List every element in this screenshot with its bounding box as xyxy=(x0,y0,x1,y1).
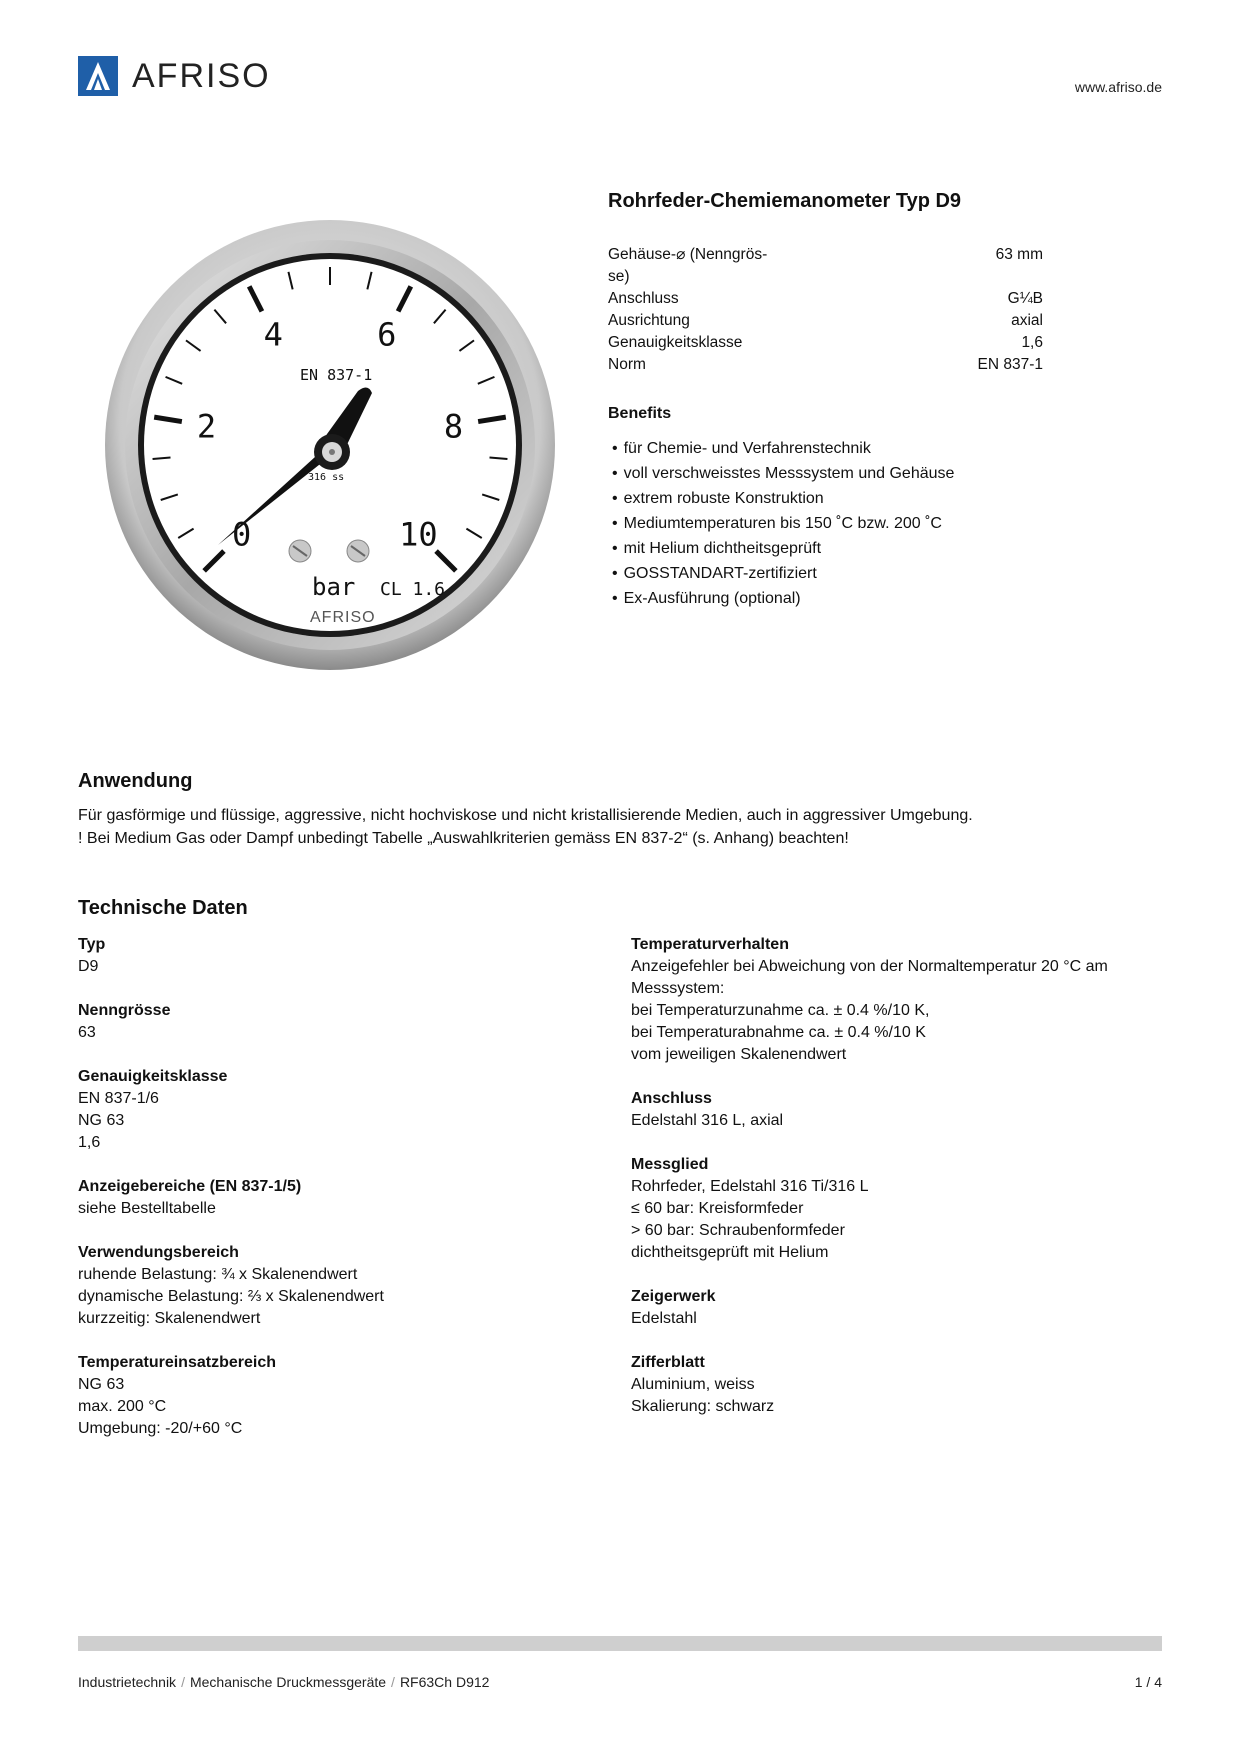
gauge-standard-label: EN 837-1 xyxy=(300,366,373,384)
tech-section-line: siehe Bestelltabelle xyxy=(78,1200,216,1217)
tech-section-line: kurzzeitig: Skalenendwert xyxy=(78,1310,261,1327)
anwendung-line: ! Bei Medium Gas oder Dampf unbedingt Tabelle „Auswahlkriterien gemäss EN 837-2“ (s. Anhang) beachten! xyxy=(78,830,849,847)
tech-section-line: Umgebung: -20/+60 °C xyxy=(78,1420,243,1437)
product-title: Rohrfeder-Chemiemanometer Typ D9 xyxy=(608,190,962,212)
tech-section-heading: Messglied xyxy=(631,1156,709,1173)
gauge-dial-number: 4 xyxy=(263,315,283,354)
gauge-brand-label: AFRISO xyxy=(310,609,376,626)
footer-bar xyxy=(78,1636,1162,1651)
anwendung-text xyxy=(78,804,1158,850)
tech-section-heading: Anzeigebereiche (EN 837-1/5) xyxy=(78,1178,302,1195)
gauge-dial-number: 8 xyxy=(443,407,464,446)
spec-row xyxy=(608,288,1043,310)
tech-section-heading: Typ xyxy=(78,936,106,953)
tech-section-heading: Zifferblatt xyxy=(631,1354,705,1371)
tech-section-line: NG 63 xyxy=(78,1376,125,1393)
breadcrumb-item[interactable]: RF63Ch D912 xyxy=(399,1674,490,1690)
tech-section xyxy=(78,1352,598,1440)
brand-logo xyxy=(78,56,271,96)
anwendung-title: Anwendung xyxy=(78,770,193,792)
tech-section-line: > 60 bar: Schraubenformfeder xyxy=(631,1222,845,1239)
tech-section-line: 1,6 xyxy=(78,1134,101,1151)
tech-section-line: NG 63 xyxy=(78,1112,125,1129)
tech-section-line: Aluminium, weiss xyxy=(631,1376,755,1393)
spec-value: 63 mm xyxy=(995,246,1043,263)
tech-section xyxy=(631,1352,1171,1418)
benefit-item: • voll verschweisstes Messsystem und Gehäuse xyxy=(612,461,954,486)
tech-section-line: Rohrfeder, Edelstahl 316 Ti/316 L xyxy=(631,1178,869,1195)
tech-section-line: bei Temperaturzunahme ca. ± 0.4 %/10 K, xyxy=(631,1002,930,1019)
gauge-class-label: CL 1.6 xyxy=(380,579,446,600)
page-number: 1 / 4 xyxy=(1134,1674,1162,1690)
brand-name: AFRISO xyxy=(132,56,271,95)
tech-section-heading: Nenngrösse xyxy=(78,1002,171,1019)
tech-section xyxy=(631,1286,1171,1330)
spec-value: EN 837-1 xyxy=(977,356,1043,373)
tech-section-line: Edelstahl xyxy=(631,1310,697,1327)
tech-section-line: 63 xyxy=(78,1024,96,1041)
gauge-material-label: 316 ss xyxy=(308,472,345,483)
afriso-logo-icon xyxy=(78,56,118,96)
spec-value: 1,6 xyxy=(1021,334,1043,351)
spec-key: Genauigkeitsklasse xyxy=(608,334,743,351)
spec-key: Anschluss xyxy=(608,290,679,307)
tech-section-heading: Genauigkeitsklasse xyxy=(78,1068,228,1085)
tech-section xyxy=(78,934,598,978)
gauge-dial-number: 2 xyxy=(196,407,217,446)
tech-section-line: dichtheitsgeprüft mit Helium xyxy=(631,1244,829,1261)
tech-section-line: ruhende Belastung: ¾ x Skalenendwert xyxy=(78,1266,358,1283)
pressure-gauge-image xyxy=(100,215,560,675)
breadcrumb-item[interactable]: Industrietechnik xyxy=(78,1674,177,1690)
spec-key: Norm xyxy=(608,356,646,373)
tech-section-heading: Temperaturverhalten xyxy=(631,936,789,953)
gauge-dial-number: 10 xyxy=(399,515,438,554)
tech-section xyxy=(631,1088,1171,1132)
breadcrumb xyxy=(78,1674,489,1690)
spec-row xyxy=(608,332,1043,354)
breadcrumb-item[interactable]: Mechanische Druckmessgeräte xyxy=(189,1674,387,1690)
spec-value: G¼B xyxy=(1007,290,1043,307)
spec-table xyxy=(608,244,1043,376)
tech-section-heading: Temperatureinsatzbereich xyxy=(78,1354,276,1371)
benefit-item: • Ex-Ausführung (optional) xyxy=(612,586,954,611)
tech-data-left-column xyxy=(78,934,598,1462)
gauge-unit-label: bar xyxy=(312,573,356,601)
tech-section-line: Anzeigefehler bei Abweichung von der Normaltemperatur 20 °C am Messsystem: xyxy=(631,958,1108,997)
spec-row xyxy=(608,244,1043,288)
tech-section-heading: Verwendungsbereich xyxy=(78,1244,239,1261)
gauge-tick xyxy=(490,458,508,459)
spec-key: Ausrichtung xyxy=(608,312,690,329)
benefit-item: • extrem robuste Konstruktion xyxy=(612,486,954,511)
spec-row xyxy=(608,354,1043,376)
benefit-item: • für Chemie- und Verfahrenstechnik xyxy=(612,436,954,461)
gauge-dial-number: 0 xyxy=(231,515,252,554)
tech-section xyxy=(631,934,1171,1066)
tech-data-right-column xyxy=(631,934,1171,1440)
spec-key: Gehäuse-⌀ (Nenngrös-se) xyxy=(608,246,768,285)
tech-section-line: ≤ 60 bar: Kreisformfeder xyxy=(631,1200,804,1217)
benefits-title: Benefits xyxy=(608,405,672,422)
tech-section-line: Skalierung: schwarz xyxy=(631,1398,775,1415)
tech-data-title: Technische Daten xyxy=(78,897,248,919)
benefit-item: • mit Helium dichtheitsgeprüft xyxy=(612,536,954,561)
spec-value: axial xyxy=(1011,312,1043,329)
benefit-item: • GOSSTANDART-zertifiziert xyxy=(612,561,954,586)
spec-row xyxy=(608,310,1043,332)
tech-section xyxy=(78,1000,598,1044)
tech-section xyxy=(78,1066,598,1154)
tech-section xyxy=(631,1154,1171,1264)
gauge-dial-number: 6 xyxy=(377,315,397,354)
breadcrumb-separator: / xyxy=(391,1674,395,1690)
website-link[interactable]: www.afriso.de xyxy=(1074,79,1162,95)
tech-section-line: Edelstahl 316 L, axial xyxy=(631,1112,784,1129)
tech-section-line: D9 xyxy=(78,958,99,975)
tech-section xyxy=(78,1242,598,1330)
gauge-tick xyxy=(153,458,171,459)
tech-section-heading: Zeigerwerk xyxy=(631,1288,716,1305)
tech-section-line: EN 837-1/6 xyxy=(78,1090,159,1107)
tech-section-line: vom jeweiligen Skalenendwert xyxy=(631,1046,847,1063)
benefits-list xyxy=(612,436,954,611)
tech-section-line: bei Temperaturabnahme ca. ± 0.4 %/10 K xyxy=(631,1024,926,1041)
tech-section xyxy=(78,1176,598,1220)
tech-section-line: dynamische Belastung: ⅔ x Skalenendwert xyxy=(78,1288,384,1305)
tech-section-line: max. 200 °C xyxy=(78,1398,167,1415)
benefit-item: • Mediumtemperaturen bis 150 ˚C bzw. 200 ˚C xyxy=(612,511,954,536)
breadcrumb-separator: / xyxy=(181,1674,185,1690)
anwendung-line: Für gasförmige und flüssige, aggressive, nicht hochviskose und nicht kristallisierende Medien, auch in aggressiver Umgebung. xyxy=(78,807,973,824)
tech-section-heading: Anschluss xyxy=(631,1090,712,1107)
